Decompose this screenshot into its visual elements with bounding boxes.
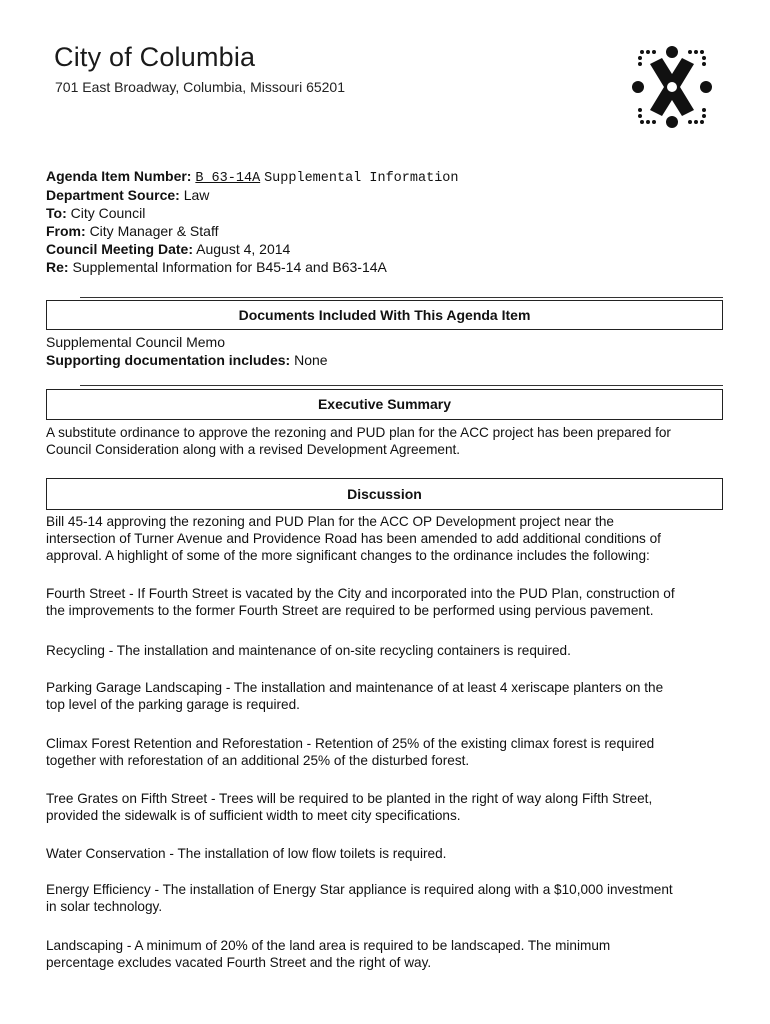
department-value: Law: [183, 187, 210, 203]
agenda-number: B 63-14A: [195, 171, 261, 186]
intro-line: intersection of Turner Avenue and Providence Road has been amended to add additional conditions of: [46, 531, 661, 546]
divider: [80, 297, 723, 298]
documents-heading: Documents Included With This Agenda Item: [46, 300, 723, 330]
item-parking-garage-landscaping: [46, 679, 726, 713]
re-line: [46, 259, 387, 276]
city-address: 701 East Broadway, Columbia, Missouri 65201: [55, 79, 346, 95]
divider: [80, 385, 723, 386]
item-recycling: [46, 642, 726, 659]
summary-line: A substitute ordinance to approve the rezoning and PUD plan for the ACC project has been prepared for: [46, 425, 671, 440]
to-line: [46, 205, 145, 222]
item-line: Recycling - The installation and maintenance of on-site recycling containers is required.: [46, 643, 571, 658]
item-fourth-street: [46, 585, 726, 619]
department-label: Department Source:: [46, 187, 180, 203]
item-climax-forest: [46, 735, 726, 769]
from-line: [46, 223, 218, 240]
re-value: Supplemental Information for B45-14 and B63-14A: [72, 259, 387, 275]
executive-summary-text: [46, 424, 726, 458]
discussion-heading: Discussion: [46, 478, 723, 510]
item-line: top level of the parking garage is required.: [46, 697, 300, 712]
item-line: Climax Forest Retention and Reforestation - Retention of 25% of the existing climax forest is required: [46, 736, 655, 751]
item-line: in solar technology.: [46, 899, 163, 914]
summary-line: Council Consideration along with a revised Development Agreement.: [46, 442, 461, 457]
meeting-date-value: August 4, 2014: [196, 241, 291, 257]
item-line: the improvements to the former Fourth Street are required to be performed using pervious pavement.: [46, 603, 654, 618]
agenda-suffix: Supplemental Information: [264, 171, 459, 186]
item-line: Landscaping - A minimum of 20% of the land area is required to be landscaped. The minimum: [46, 938, 611, 953]
from-value: City Manager & Staff: [89, 223, 219, 239]
to-label: To:: [46, 205, 67, 221]
meeting-date-label: Council Meeting Date:: [46, 241, 194, 257]
supporting-docs-value: None: [294, 352, 328, 368]
to-value: City Council: [70, 205, 146, 221]
item-landscaping: [46, 937, 726, 971]
intro-line: Bill 45-14 approving the rezoning and PUD Plan for the ACC OP Development project near the: [46, 514, 614, 529]
supporting-docs-line: [46, 352, 328, 369]
item-water-conservation: [46, 845, 726, 862]
item-line: Tree Grates on Fifth Street - Trees will be required to be planted in the right of way along Fifth Street,: [46, 791, 653, 806]
executive-summary-heading: Executive Summary: [46, 389, 723, 420]
city-of-columbia-logo-icon: [632, 44, 712, 130]
documents-item: Supplemental Council Memo: [46, 334, 225, 350]
department-line: [46, 187, 209, 204]
item-energy-efficiency: [46, 881, 726, 915]
item-line: Energy Efficiency - The installation of Energy Star appliance is required along with a $10,000 investment: [46, 882, 673, 897]
agenda-item-line: [46, 168, 459, 187]
item-line: Parking Garage Landscaping - The installation and maintenance of at least 4 xeriscape planters on the: [46, 680, 664, 695]
meeting-date-line: [46, 241, 290, 258]
discussion-intro: [46, 513, 726, 564]
from-label: From:: [46, 223, 86, 239]
item-line: Fourth Street - If Fourth Street is vacated by the City and incorporated into the PUD Plan, construction of: [46, 586, 675, 601]
item-line: provided the sidewalk is of sufficient width to meet city specifications.: [46, 808, 461, 823]
re-label: Re:: [46, 259, 69, 275]
item-line: together with reforestation of an additional 25% of the disturbed forest.: [46, 753, 470, 768]
item-line: percentage excludes vacated Fourth Street and the right of way.: [46, 955, 432, 970]
item-tree-grates: [46, 790, 726, 824]
intro-line: approval. A highlight of some of the more significant changes to the ordinance includes the following:: [46, 548, 650, 563]
item-line: Water Conservation - The installation of low flow toilets is required.: [46, 846, 447, 861]
agenda-label: Agenda Item Number:: [46, 168, 192, 184]
city-name: City of Columbia: [54, 42, 256, 72]
supporting-docs-label: Supporting documentation includes:: [46, 352, 291, 368]
